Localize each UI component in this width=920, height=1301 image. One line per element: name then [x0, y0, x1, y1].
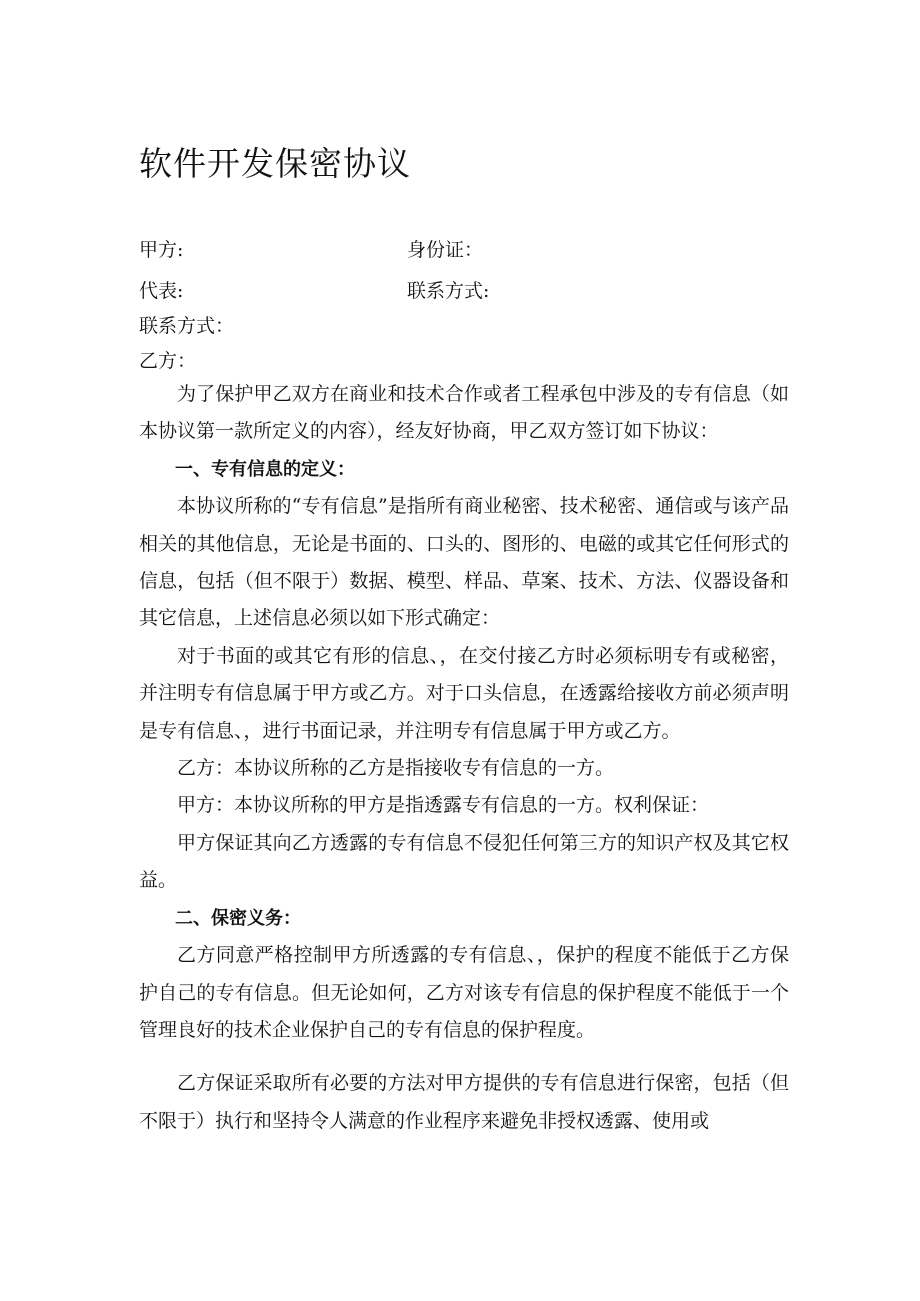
measures-paragraph: 乙方保证采取所有必要的方法对甲方提供的专有信息进行保密，包括（但不限于）执行和坚持令人满意的作业程序来避免非授权透露、使用或 [139, 1072, 789, 1132]
agreement-body [139, 376, 789, 1140]
id-card-label: 身份证： [407, 239, 484, 261]
definition-paragraph: 本协议所称的“专有信息”是指所有商业秘密、技术秘密、通信或与该产品相关的其他信息，无论是书面的、口头的、图形的、电磁的或其它任何形式的信息，包括（但不限于）数据、模型、样品、草案、技术、方法、仪器设备和其它信息，上述信息必须以如下形式确定： [139, 495, 789, 630]
marking-paragraph: 对于书面的或其它有形的信息、，在交付接乙方时必须标明专有或秘密，并注明专有信息属于甲方或乙方。对于口头信息，在透露给接收方前必须声明是专有信息、，进行书面记录，并注明专有信息属于甲方或乙方。 [139, 644, 789, 742]
obligation-paragraph: 乙方同意严格控制甲方所透露的专有信息、，保护的程度不能低于乙方保护自己的专有信息。但无论如何，乙方对该专有信息的保护程度不能低于一个管理良好的技术企业保护自己的专有信息的保护程度。 [139, 944, 789, 1041]
section-heading-obligation: 二、保密义务： [175, 907, 301, 929]
representative-label: 代表: [139, 280, 184, 302]
contact-label-left: 联系方式： [139, 315, 235, 337]
warranty-paragraph: 甲方保证其向乙方透露的专有信息不侵犯任何第三方的知识产权及其它权益。 [139, 831, 789, 892]
document-title: 软件开发保密协议 [139, 144, 411, 183]
section-heading-definition: 一、专有信息的定义： [175, 458, 355, 480]
party-a-label: 甲方: [139, 239, 184, 261]
party-a-definition: 甲方：本协议所称的甲方是指透露专有信息的一方。权利保证： [177, 794, 710, 817]
party-b-definition: 乙方：本协议所称的乙方是指接收专有信息的一方。 [177, 757, 615, 780]
party-b-label: 乙方： [139, 350, 197, 372]
contact-label-right: 联系方式: [407, 280, 490, 302]
intro-paragraph: 为了保护甲乙双方在商业和技术合作或者工程承包中涉及的专有信息（如本协议第一款所定义的内容），经友好协商，甲乙双方签订如下协议： [139, 383, 789, 443]
